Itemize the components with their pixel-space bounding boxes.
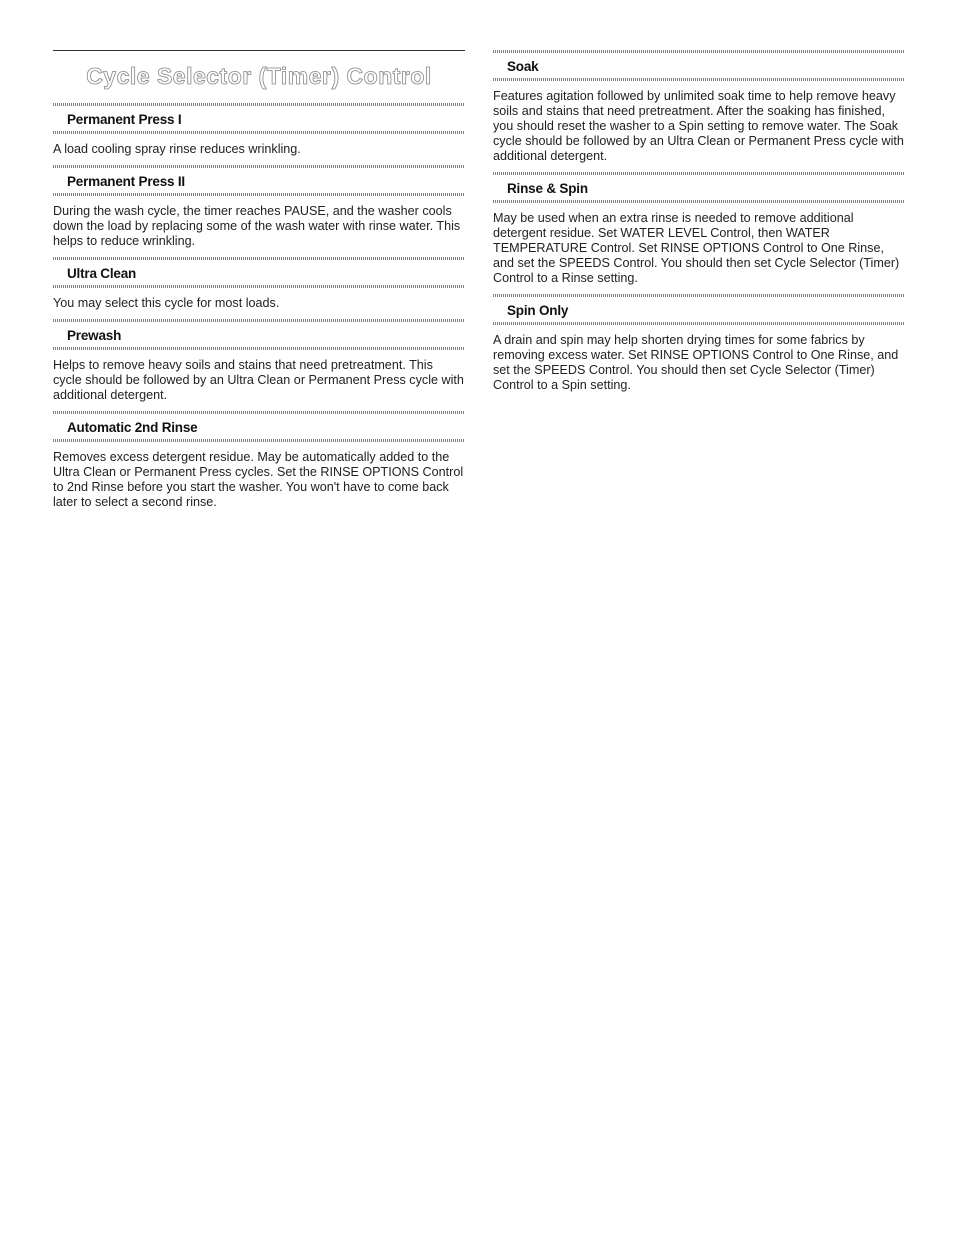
right-column bbox=[493, 50, 905, 393]
section-body-spin-only: A drain and spin may help shorten drying times for some fabrics by removing excess water. Set RINSE OPTIONS Control to One Rinse, and set the SPEEDS Control. You should then set Cycle Selector (Timer) Control to a Spin setting. bbox=[493, 333, 899, 392]
section-rule bbox=[53, 319, 465, 322]
section-rule bbox=[53, 411, 465, 414]
section-heading-soak: Soak bbox=[507, 59, 539, 74]
title-rule bbox=[53, 50, 465, 51]
section-rule bbox=[493, 294, 905, 297]
section-body-rinse-and-spin: May be used when an extra rinse is needed to remove additional detergent residue. Set WATER LEVEL Control, then WATER TEMPERATURE Control. Set RINSE OPTIONS Control to One Rinse, and set the SPEEDS Control. You should then set Cycle Selector (Timer) Control to a Rinse setting. bbox=[493, 211, 900, 285]
section-heading-permanent-press-1: Permanent Press I bbox=[67, 112, 182, 127]
section-rule bbox=[493, 172, 905, 175]
section-rule bbox=[493, 322, 905, 325]
section-heading-automatic-2nd-rinse: Automatic 2nd Rinse bbox=[67, 420, 198, 435]
section-body-soak: Features agitation followed by unlimited soak time to help remove heavy soils and stains that need pretreatment. After the soaking has finished, you should reset the washer to a Spin setting to remove water. The Soak cycle should be followed by an Ultra Clean or Permanent Press cycle with additional detergent. bbox=[493, 89, 904, 163]
section-heading-permanent-press-2: Permanent Press II bbox=[67, 174, 185, 189]
section-rule bbox=[53, 285, 465, 288]
section-body-automatic-2nd-rinse: Removes excess detergent residue. May be automatically added to the Ultra Clean or Permanent Press cycles. Set the RINSE OPTIONS Control to 2nd Rinse before you start the washer. You won't have to come back later to select a second rinse. bbox=[53, 450, 464, 509]
page-title: Cycle Selector (Timer) Control bbox=[86, 63, 432, 89]
section-rule bbox=[53, 193, 465, 196]
section-rule bbox=[53, 165, 465, 168]
section-rule bbox=[53, 347, 465, 350]
section-rule bbox=[493, 78, 905, 81]
section-rule bbox=[53, 439, 465, 442]
section-heading-ultra-clean: Ultra Clean bbox=[67, 266, 137, 281]
section-heading-spin-only: Spin Only bbox=[507, 303, 569, 318]
section-rule bbox=[493, 50, 905, 53]
section-heading-prewash: Prewash bbox=[67, 328, 122, 343]
section-heading-rinse-and-spin: Rinse & Spin bbox=[507, 181, 588, 196]
section-body-ultra-clean: You may select this cycle for most loads. bbox=[53, 296, 280, 310]
section-rule bbox=[53, 103, 465, 106]
section-body-permanent-press-1: A load cooling spray rinse reduces wrinkling. bbox=[53, 142, 301, 156]
section-body-permanent-press-2: During the wash cycle, the timer reaches PAUSE, and the washer cools down the load by replacing some of the wash water with rinse water. This helps to reduce wrinkling. bbox=[53, 204, 461, 248]
left-column bbox=[53, 50, 465, 510]
section-rule bbox=[53, 257, 465, 260]
section-rule bbox=[493, 200, 905, 203]
section-rule bbox=[53, 131, 465, 134]
section-body-prewash: Helps to remove heavy soils and stains that need pretreatment. This cycle should be followed by an Ultra Clean or Permanent Press cycle with additional detergent. bbox=[53, 358, 464, 402]
